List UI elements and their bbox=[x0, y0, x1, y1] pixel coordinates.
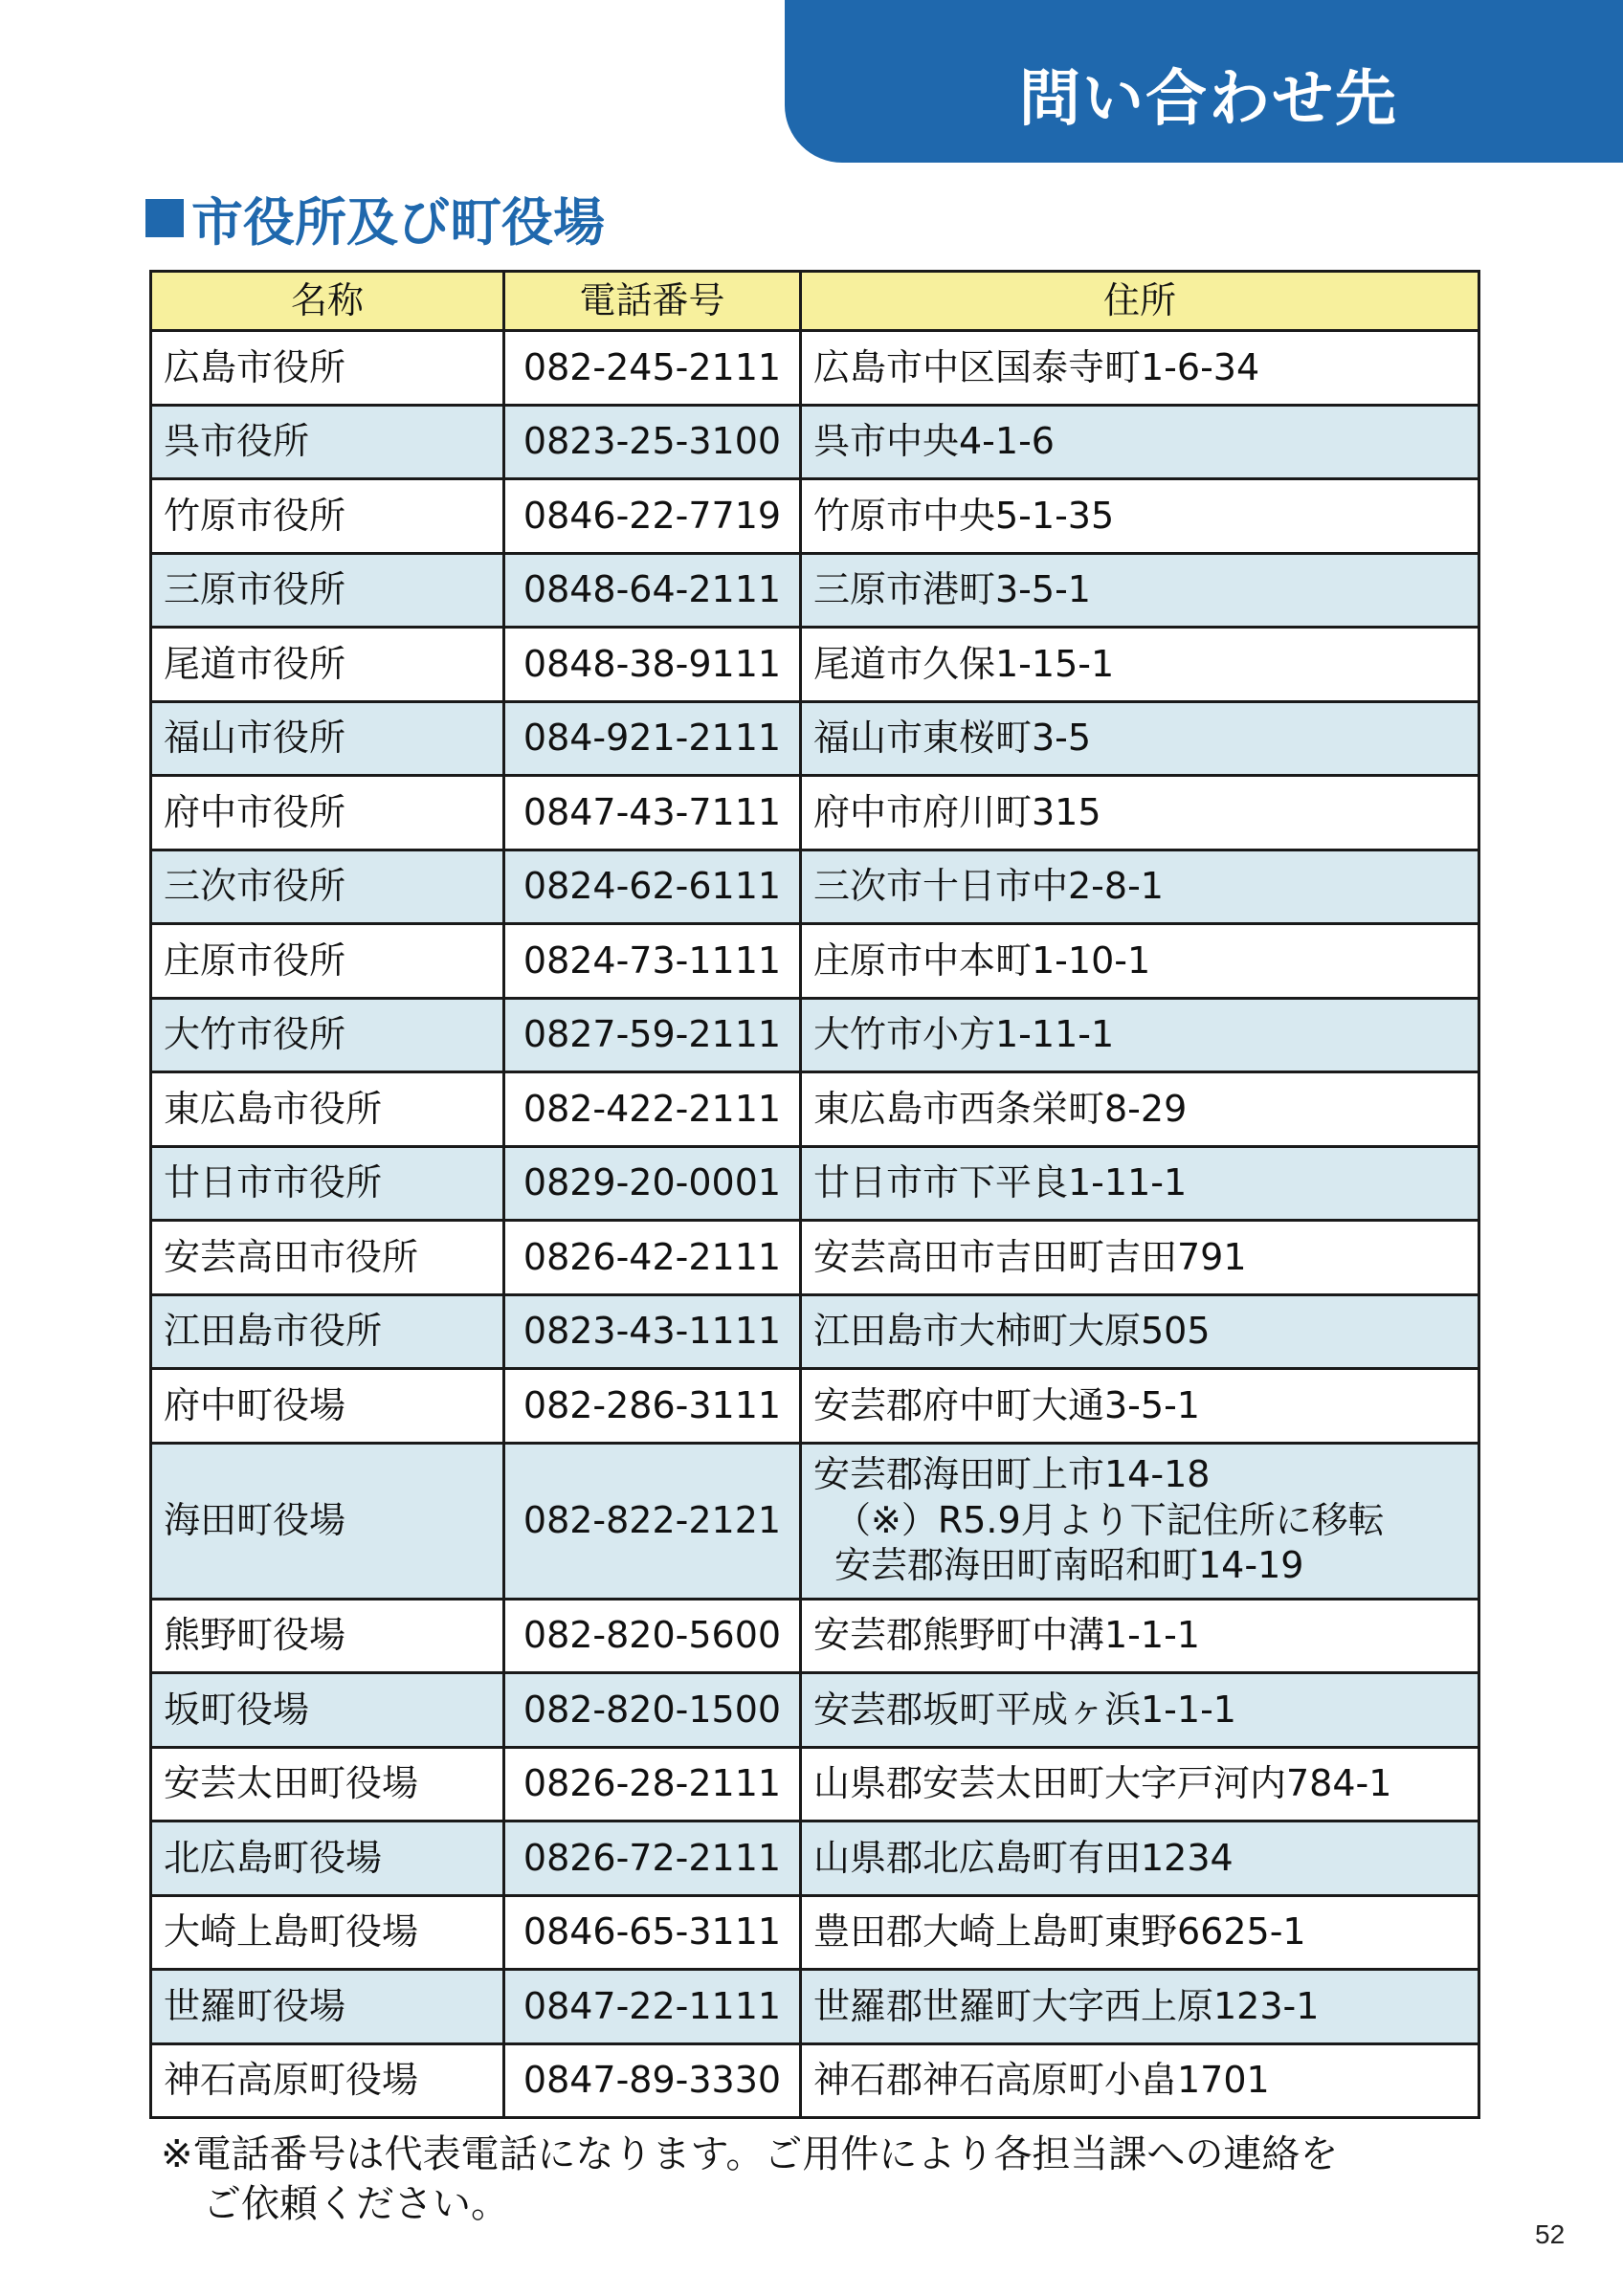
office-name: 福山市役所 bbox=[151, 701, 504, 776]
table-row bbox=[151, 1673, 1479, 1748]
table-row bbox=[151, 998, 1479, 1072]
office-address bbox=[801, 1443, 1479, 1599]
footnote-line-2: ご依頼ください。 bbox=[203, 2182, 509, 2226]
address-line: 安芸郡熊野町中溝1-1-1 bbox=[813, 1614, 1200, 1656]
table-row bbox=[151, 1369, 1479, 1444]
address-line: 尾道市久保1-15-1 bbox=[813, 642, 1115, 685]
table-row bbox=[151, 701, 1479, 776]
table-row bbox=[151, 2043, 1479, 2118]
address-line: 山県郡北広島町有田1234 bbox=[813, 1836, 1234, 1879]
office-name: 安芸太田町役場 bbox=[151, 1747, 504, 1821]
table-row bbox=[151, 1443, 1479, 1599]
table-row bbox=[151, 1221, 1479, 1295]
office-address bbox=[801, 1970, 1479, 2044]
address-line: 竹原市中央5-1-35 bbox=[813, 494, 1115, 537]
table-body bbox=[151, 331, 1479, 2118]
address-line: 東広島市西条栄町8-29 bbox=[813, 1087, 1188, 1130]
address-line: 府中市府川町315 bbox=[813, 790, 1101, 833]
office-name: 熊野町役場 bbox=[151, 1599, 504, 1673]
contact-table bbox=[149, 270, 1480, 2119]
office-name: 尾道市役所 bbox=[151, 628, 504, 702]
office-name: 府中市役所 bbox=[151, 776, 504, 850]
header-title: 問い合わせ先 bbox=[1019, 64, 1398, 135]
header-tab bbox=[785, 0, 1623, 163]
office-address bbox=[801, 998, 1479, 1072]
office-phone: 0846-22-7719 bbox=[504, 479, 801, 554]
footnote bbox=[161, 2130, 1481, 2229]
column-header-phone: 電話番号 bbox=[504, 272, 801, 331]
office-address bbox=[801, 850, 1479, 924]
address-line: 世羅郡世羅町大字西上原123-1 bbox=[813, 1984, 1320, 2027]
table-row bbox=[151, 405, 1479, 479]
address-line: 山県郡安芸太田町大字戸河内784-1 bbox=[813, 1762, 1392, 1804]
column-header-address: 住所 bbox=[801, 272, 1479, 331]
office-phone: 082-422-2111 bbox=[504, 1072, 801, 1147]
office-name: 海田町役場 bbox=[151, 1443, 504, 1599]
office-phone: 0823-25-3100 bbox=[504, 405, 801, 479]
office-address bbox=[801, 1146, 1479, 1221]
office-name: 大崎上島町役場 bbox=[151, 1895, 504, 1970]
office-phone: 0824-73-1111 bbox=[504, 924, 801, 999]
table-row bbox=[151, 628, 1479, 702]
office-address bbox=[801, 701, 1479, 776]
office-phone: 0824-62-6111 bbox=[504, 850, 801, 924]
address-line: 安芸郡海田町南昭和町14-19 bbox=[834, 1544, 1304, 1587]
address-line: 安芸郡府中町大通3-5-1 bbox=[813, 1383, 1200, 1426]
office-phone: 0846-65-3111 bbox=[504, 1895, 801, 1970]
office-name: 北広島町役場 bbox=[151, 1821, 504, 1896]
table-row bbox=[151, 479, 1479, 554]
office-address bbox=[801, 1599, 1479, 1673]
office-address bbox=[801, 1294, 1479, 1369]
address-line: 三次市十日市中2-8-1 bbox=[813, 865, 1164, 907]
table-row bbox=[151, 850, 1479, 924]
office-address bbox=[801, 1072, 1479, 1147]
office-address bbox=[801, 479, 1479, 554]
section-title-text: 市役所及び町役場 bbox=[191, 191, 605, 253]
office-phone: 0848-64-2111 bbox=[504, 553, 801, 628]
office-name: 安芸高田市役所 bbox=[151, 1221, 504, 1295]
address-line: 安芸郡海田町上市14-18 bbox=[813, 1453, 1211, 1496]
office-phone: 082-822-2121 bbox=[504, 1443, 801, 1599]
table-row bbox=[151, 331, 1479, 406]
office-name: 廿日市市役所 bbox=[151, 1146, 504, 1221]
table-row bbox=[151, 1294, 1479, 1369]
address-line: 神石郡神石高原町小畠1701 bbox=[813, 2059, 1270, 2101]
office-phone: 082-245-2111 bbox=[504, 331, 801, 406]
table-row bbox=[151, 1146, 1479, 1221]
office-phone: 082-286-3111 bbox=[504, 1369, 801, 1444]
office-phone: 0827-59-2111 bbox=[504, 998, 801, 1072]
office-phone: 0848-38-9111 bbox=[504, 628, 801, 702]
address-line: 福山市東桜町3-5 bbox=[813, 717, 1092, 759]
office-name: 東広島市役所 bbox=[151, 1072, 504, 1147]
office-phone: 0847-43-7111 bbox=[504, 776, 801, 850]
office-address bbox=[801, 1369, 1479, 1444]
column-header-name: 名称 bbox=[151, 272, 504, 331]
office-address bbox=[801, 1673, 1479, 1748]
office-name: 三次市役所 bbox=[151, 850, 504, 924]
office-phone: 0847-22-1111 bbox=[504, 1970, 801, 2044]
table-row bbox=[151, 1747, 1479, 1821]
office-name: 広島市役所 bbox=[151, 331, 504, 406]
office-name: 府中町役場 bbox=[151, 1369, 504, 1444]
office-phone: 0829-20-0001 bbox=[504, 1146, 801, 1221]
office-name: 庄原市役所 bbox=[151, 924, 504, 999]
table-header-row bbox=[151, 272, 1479, 331]
address-line: 安芸高田市吉田町吉田791 bbox=[813, 1235, 1247, 1278]
office-phone: 082-820-5600 bbox=[504, 1599, 801, 1673]
office-address bbox=[801, 1895, 1479, 1970]
office-address bbox=[801, 331, 1479, 406]
office-address bbox=[801, 1747, 1479, 1821]
office-address bbox=[801, 553, 1479, 628]
office-address bbox=[801, 2043, 1479, 2118]
table-row bbox=[151, 1821, 1479, 1896]
table-row bbox=[151, 924, 1479, 999]
table-row bbox=[151, 1895, 1479, 1970]
office-address bbox=[801, 405, 1479, 479]
table-row bbox=[151, 553, 1479, 628]
address-line: 庄原市中本町1-10-1 bbox=[813, 938, 1151, 982]
office-name: 世羅町役場 bbox=[151, 1970, 504, 2044]
office-name: 呉市役所 bbox=[151, 405, 504, 479]
office-name: 神石高原町役場 bbox=[151, 2043, 504, 2118]
page-number: 52 bbox=[1535, 2219, 1566, 2249]
office-phone: 084-921-2111 bbox=[504, 701, 801, 776]
office-phone: 082-820-1500 bbox=[504, 1673, 801, 1748]
office-address bbox=[801, 628, 1479, 702]
office-phone: 0826-28-2111 bbox=[504, 1747, 801, 1821]
address-line: 江田島市大柿町大原505 bbox=[813, 1310, 1211, 1352]
address-line: 三原市港町3-5-1 bbox=[813, 568, 1091, 610]
table-row bbox=[151, 1072, 1479, 1147]
address-line: 豊田郡大崎上島町東野6625-1 bbox=[813, 1910, 1306, 1953]
office-name: 大竹市役所 bbox=[151, 998, 504, 1072]
office-address bbox=[801, 1221, 1479, 1295]
office-phone: 0847-89-3330 bbox=[504, 2043, 801, 2118]
office-phone: 0826-72-2111 bbox=[504, 1821, 801, 1896]
office-address bbox=[801, 776, 1479, 850]
square-bullet-icon bbox=[145, 199, 184, 237]
address-line: 呉市中央4-1-6 bbox=[813, 420, 1055, 462]
office-address bbox=[801, 924, 1479, 999]
section-title bbox=[145, 184, 605, 253]
office-name: 竹原市役所 bbox=[151, 479, 504, 554]
office-phone: 0823-43-1111 bbox=[504, 1294, 801, 1369]
office-name: 三原市役所 bbox=[151, 553, 504, 628]
address-line: （※）R5.9月より下記住所に移転 bbox=[834, 1498, 1385, 1541]
office-name: 江田島市役所 bbox=[151, 1294, 504, 1369]
office-name: 坂町役場 bbox=[151, 1673, 504, 1748]
table-row bbox=[151, 776, 1479, 850]
office-phone: 0826-42-2111 bbox=[504, 1221, 801, 1295]
address-line: 広島市中区国泰寺町1-6-34 bbox=[813, 345, 1260, 388]
footnote-line-1: ※電話番号は代表電話になります。ご用件により各担当課への連絡を bbox=[161, 2132, 1339, 2176]
address-line: 安芸郡坂町平成ヶ浜1-1-1 bbox=[813, 1688, 1236, 1731]
address-line: 廿日市市下平良1-11-1 bbox=[813, 1161, 1188, 1203]
office-address bbox=[801, 1821, 1479, 1896]
address-line: 大竹市小方1-11-1 bbox=[813, 1013, 1115, 1055]
table-row bbox=[151, 1599, 1479, 1673]
table-row bbox=[151, 1970, 1479, 2044]
